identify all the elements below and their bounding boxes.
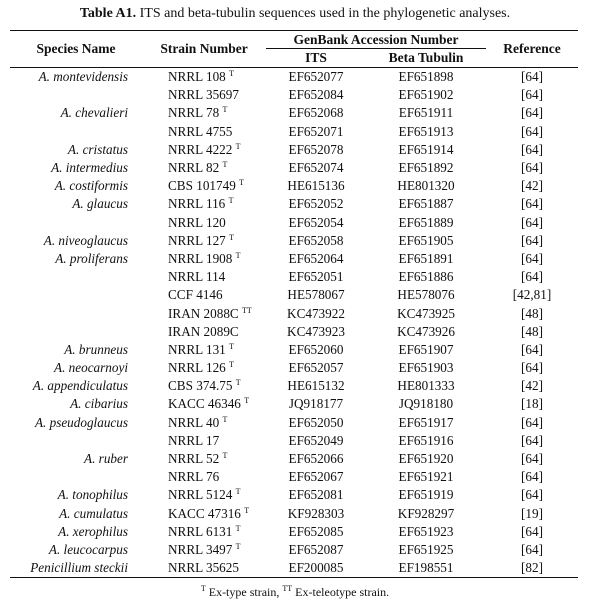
table-row — [10, 414, 578, 432]
reference-cell: [64] — [521, 105, 543, 121]
its-accession-cell: EF652051 — [288, 269, 344, 285]
strain-cell — [142, 141, 266, 159]
table-footnote — [0, 585, 590, 600]
strain-number: NRRL 35625 — [168, 560, 239, 576]
type-strain-marker: T — [229, 69, 234, 79]
its-accession-cell: EF652087 — [288, 541, 344, 557]
reference-cell: [64] — [521, 160, 543, 176]
footnote-sup-tt: TT — [282, 584, 293, 593]
strain-number: NRRL 78 — [168, 105, 220, 121]
its-accession-cell: EF652064 — [288, 250, 344, 266]
its-accession-cell: EF652049 — [288, 432, 344, 448]
table-row — [10, 232, 578, 250]
type-strain-marker: TT — [242, 305, 252, 315]
type-strain-marker: T — [229, 360, 234, 370]
reference-cell: [64] — [521, 87, 543, 103]
strain-number: NRRL 35697 — [168, 87, 239, 103]
strain-cell — [142, 123, 266, 141]
strain-number: IRAN 2089C — [168, 323, 239, 339]
caption-text: ITS and beta-tubulin sequences used in the phylogenetic analyses. — [139, 6, 511, 21]
table-row — [10, 104, 578, 122]
reference-cell: [64] — [521, 487, 543, 503]
strain-number: NRRL 82 — [168, 160, 220, 176]
footnote-sup-t: T — [200, 584, 206, 593]
strain-number: IRAN 2088C — [168, 305, 239, 321]
table-row — [10, 86, 578, 104]
table-row — [10, 286, 578, 304]
strain-number: NRRL 1908 — [168, 250, 233, 266]
strain-cell — [142, 104, 266, 122]
table-row — [10, 159, 578, 177]
header-its: ITS — [266, 49, 366, 68]
its-accession-cell: HE615132 — [287, 378, 345, 394]
its-accession-cell: EF652071 — [288, 123, 344, 139]
beta-tubulin-accession-cell: HE578076 — [397, 287, 455, 303]
reference-cell: [64] — [521, 214, 543, 230]
species-cell — [10, 304, 142, 322]
species-cell: A. chevalieri — [60, 105, 128, 121]
beta-tubulin-accession-cell: EF651919 — [398, 487, 454, 503]
beta-tubulin-accession-cell: KF928297 — [397, 505, 455, 521]
species-cell — [10, 214, 142, 232]
strain-cell — [142, 214, 266, 232]
type-strain-marker: T — [228, 196, 234, 206]
beta-tubulin-accession-cell: EF651911 — [398, 105, 454, 121]
beta-tubulin-accession-cell: EF651902 — [398, 87, 454, 103]
type-strain-marker: T — [222, 451, 228, 461]
its-accession-cell: EF652085 — [288, 523, 344, 539]
its-accession-cell: EF200085 — [266, 559, 366, 578]
reference-cell: [42] — [521, 178, 543, 194]
its-accession-cell: KC473922 — [287, 305, 345, 321]
beta-tubulin-accession-cell: EF651891 — [398, 250, 454, 266]
strain-cell — [142, 559, 266, 578]
its-accession-cell: EF652057 — [288, 360, 344, 376]
type-strain-marker: T — [235, 378, 241, 388]
strain-cell — [142, 232, 266, 250]
species-cell: A. montevidensis — [38, 69, 128, 85]
strain-cell — [142, 486, 266, 504]
beta-tubulin-accession-cell: EF651889 — [398, 214, 454, 230]
type-strain-marker: T — [235, 487, 241, 497]
reference-cell: [64] — [521, 414, 543, 430]
beta-tubulin-accession-cell: KC473926 — [397, 323, 455, 339]
type-strain-marker: T — [239, 178, 244, 188]
reference-cell: [64] — [521, 123, 543, 139]
strain-number: NRRL 52 — [168, 451, 220, 467]
beta-tubulin-accession-cell: EF651925 — [398, 541, 454, 557]
caption-label: Table A1. — [79, 6, 137, 21]
reference-cell: [64] — [521, 469, 543, 485]
its-accession-cell: EF652060 — [288, 341, 344, 357]
strain-cell — [142, 432, 266, 450]
beta-tubulin-accession-cell: EF651898 — [398, 69, 454, 85]
reference-cell: [64] — [521, 341, 543, 357]
beta-tubulin-accession-cell: EF651886 — [398, 269, 454, 285]
strain-cell — [142, 414, 266, 432]
strain-cell — [142, 395, 266, 413]
table-row — [10, 268, 578, 286]
reference-cell: [64] — [521, 269, 543, 285]
its-accession-cell: JQ918177 — [288, 396, 344, 412]
strain-number: CBS 101749 — [168, 178, 236, 194]
strain-number: NRRL 120 — [168, 214, 226, 230]
strain-number: NRRL 40 — [168, 414, 220, 430]
table-row — [10, 523, 578, 541]
table-row — [10, 432, 578, 450]
type-strain-marker: T — [229, 232, 234, 242]
beta-tubulin-accession-cell: EF198551 — [366, 559, 486, 578]
species-cell: A. niveoglaucus — [43, 232, 128, 248]
strain-cell — [142, 268, 266, 286]
reference-cell: [18] — [521, 396, 543, 412]
type-strain-marker: T — [244, 396, 250, 406]
species-cell — [10, 268, 142, 286]
beta-tubulin-accession-cell: EF651903 — [398, 360, 454, 376]
strain-number: NRRL 3497 — [168, 541, 233, 557]
footnote-text-extype: Ex-type strain, — [205, 585, 283, 599]
strain-cell — [142, 86, 266, 104]
strain-number: NRRL 4755 — [168, 123, 233, 139]
table-row — [10, 68, 578, 87]
table-row — [10, 395, 578, 413]
species-cell — [10, 86, 142, 104]
its-accession-cell: EF652052 — [288, 196, 344, 212]
beta-tubulin-accession-cell: JQ918180 — [398, 396, 454, 412]
species-cell — [10, 286, 142, 304]
table-row — [10, 468, 578, 486]
species-cell: Penicillium steckii — [10, 559, 142, 578]
its-accession-cell: EF652081 — [288, 487, 344, 503]
type-strain-marker: T — [235, 250, 241, 260]
strain-number: NRRL 114 — [168, 269, 226, 285]
species-cell: A. glaucus — [72, 196, 128, 212]
strain-number: NRRL 116 — [168, 196, 226, 212]
its-accession-cell: EF652067 — [288, 469, 344, 485]
header-genbank: GenBank Accession Number — [266, 31, 486, 49]
species-cell: A. xerophilus — [58, 523, 128, 539]
species-cell: A. costiformis — [54, 178, 128, 194]
reference-cell: [64] — [521, 69, 543, 85]
header-reference: Reference — [486, 31, 578, 68]
beta-tubulin-accession-cell: EF651905 — [398, 232, 454, 248]
reference-cell: [64] — [521, 232, 543, 248]
species-cell: A. neocarnoyi — [54, 360, 128, 376]
strain-number: NRRL 4222 — [168, 141, 233, 157]
table-row — [10, 141, 578, 159]
beta-tubulin-accession-cell: EF651892 — [398, 160, 454, 176]
its-accession-cell: EF652078 — [288, 141, 344, 157]
strain-cell — [142, 341, 266, 359]
beta-tubulin-accession-cell: EF651913 — [398, 123, 454, 139]
strain-cell — [142, 450, 266, 468]
species-cell: A. pseudoglaucus — [34, 414, 128, 430]
strain-cell — [142, 468, 266, 486]
beta-tubulin-accession-cell: EF651923 — [398, 523, 454, 539]
sequence-table — [10, 30, 578, 578]
its-accession-cell: HE615136 — [287, 178, 345, 194]
strain-cell — [142, 377, 266, 395]
strain-number: NRRL 127 — [168, 232, 226, 248]
reference-cell: [48] — [521, 323, 543, 339]
beta-tubulin-accession-cell: EF651920 — [398, 451, 454, 467]
strain-cell — [142, 68, 266, 87]
table-row — [10, 323, 578, 341]
strain-number: NRRL 131 — [168, 341, 226, 357]
strain-cell — [142, 541, 266, 559]
beta-tubulin-accession-cell: EF651907 — [398, 341, 454, 357]
header-beta-tubulin: Beta Tubulin — [366, 49, 486, 68]
its-accession-cell: KC473923 — [287, 323, 345, 339]
reference-cell: [64] — [521, 360, 543, 376]
its-accession-cell: EF652066 — [288, 451, 344, 467]
its-accession-cell: EF652074 — [288, 160, 344, 176]
its-accession-cell: EF652050 — [288, 414, 344, 430]
its-accession-cell: EF652058 — [288, 232, 344, 248]
its-accession-cell: EF652068 — [288, 105, 344, 121]
strain-cell — [142, 523, 266, 541]
strain-number: NRRL 17 — [168, 432, 220, 448]
beta-tubulin-accession-cell: EF651921 — [398, 469, 454, 485]
strain-number: CBS 374.75 — [168, 378, 233, 394]
species-cell: A. cibarius — [70, 396, 128, 412]
reference-cell: [64] — [521, 523, 543, 539]
strain-cell — [142, 195, 266, 213]
type-strain-marker: T — [222, 414, 228, 424]
species-cell: A. leucocarpus — [48, 541, 128, 557]
reference-cell: [48] — [521, 305, 543, 321]
strain-number: KACC 47316 — [168, 505, 241, 521]
its-accession-cell: HE578067 — [287, 287, 345, 303]
beta-tubulin-accession-cell: KC473925 — [397, 305, 455, 321]
reference-cell: [82] — [486, 559, 578, 578]
strain-cell — [142, 177, 266, 195]
species-cell — [10, 123, 142, 141]
table-row — [10, 450, 578, 468]
type-strain-marker: T — [235, 141, 241, 151]
type-strain-marker: T — [235, 541, 241, 551]
header-species: Species Name — [10, 31, 142, 68]
table-row — [10, 304, 578, 322]
its-accession-cell: EF652054 — [288, 214, 344, 230]
strain-cell — [142, 286, 266, 304]
strain-cell — [142, 359, 266, 377]
species-cell: A. intermedius — [51, 160, 128, 176]
table-row — [10, 195, 578, 213]
table-row — [10, 177, 578, 195]
reference-cell: [42,81] — [512, 287, 552, 303]
species-cell: A. cumulatus — [59, 505, 128, 521]
strain-number: NRRL 6131 — [168, 523, 233, 539]
beta-tubulin-accession-cell: EF651914 — [398, 141, 454, 157]
footnote-text-exteleotype: Ex-teleotype strain. — [292, 585, 390, 599]
table-row — [10, 250, 578, 268]
header-strain: Strain Number — [142, 31, 266, 68]
species-cell: A. tonophilus — [57, 487, 128, 503]
reference-cell: [64] — [521, 451, 543, 467]
table-row — [10, 123, 578, 141]
strain-number: NRRL 108 — [168, 69, 226, 85]
table-body — [10, 68, 578, 578]
type-strain-marker: T — [235, 523, 241, 533]
its-accession-cell: EF652084 — [288, 87, 344, 103]
species-cell: A. ruber — [84, 451, 128, 467]
strain-number: KACC 46346 — [168, 396, 241, 412]
type-strain-marker: T — [229, 341, 234, 351]
species-cell: A. appendiculatus — [32, 378, 128, 394]
reference-cell: [42] — [521, 378, 543, 394]
table-row — [10, 541, 578, 559]
type-strain-marker: T — [222, 105, 228, 115]
strain-cell — [142, 505, 266, 523]
its-accession-cell: EF652077 — [288, 69, 344, 85]
strain-cell — [142, 304, 266, 322]
reference-cell: [64] — [521, 141, 543, 157]
beta-tubulin-accession-cell: EF651917 — [398, 414, 454, 430]
table-row — [10, 486, 578, 504]
strain-number: NRRL 5124 — [168, 487, 233, 503]
species-cell: A. proliferans — [55, 250, 128, 266]
strain-cell — [142, 323, 266, 341]
beta-tubulin-accession-cell: HE801320 — [397, 178, 455, 194]
table-row — [10, 377, 578, 395]
strain-number: CCF 4146 — [168, 287, 223, 303]
its-accession-cell: KF928303 — [287, 505, 345, 521]
beta-tubulin-accession-cell: EF651887 — [398, 196, 454, 212]
species-cell — [10, 468, 142, 486]
table-row — [10, 559, 578, 578]
strain-number: NRRL 76 — [168, 469, 220, 485]
strain-cell — [142, 250, 266, 268]
species-cell: A. cristatus — [67, 141, 128, 157]
table-row — [10, 505, 578, 523]
reference-cell: [19] — [521, 505, 543, 521]
reference-cell: [64] — [521, 432, 543, 448]
beta-tubulin-accession-cell: HE801333 — [397, 378, 455, 394]
type-strain-marker: T — [244, 505, 250, 515]
table-row — [10, 359, 578, 377]
reference-cell: [64] — [521, 541, 543, 557]
species-cell: A. brunneus — [64, 341, 128, 357]
strain-number: NRRL 126 — [168, 360, 226, 376]
reference-cell: [64] — [521, 250, 543, 266]
species-cell — [10, 323, 142, 341]
table-caption — [0, 6, 590, 22]
reference-cell: [64] — [521, 196, 543, 212]
beta-tubulin-accession-cell: EF651916 — [398, 432, 454, 448]
table-row — [10, 214, 578, 232]
type-strain-marker: T — [222, 160, 228, 170]
strain-cell — [142, 159, 266, 177]
table-row — [10, 341, 578, 359]
species-cell — [10, 432, 142, 450]
